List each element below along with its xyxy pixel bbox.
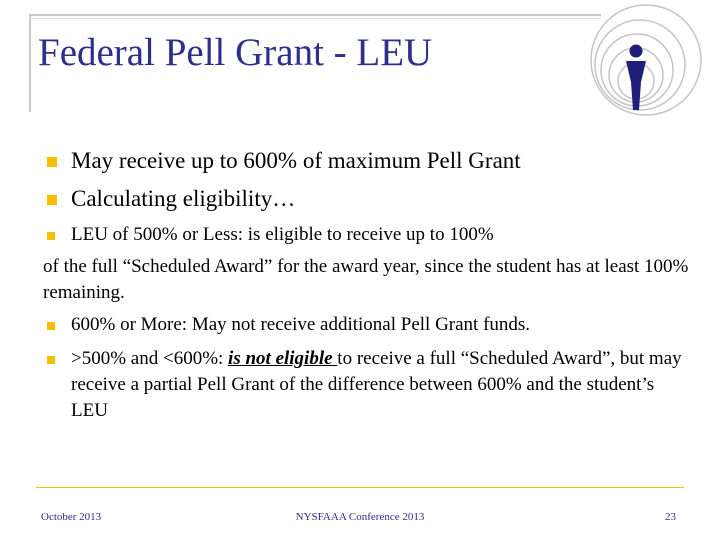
bullet-max-pell [45, 146, 695, 175]
bullet-marker [47, 356, 55, 364]
footer-date: October 2013 [41, 511, 102, 523]
bullet-600-more [45, 312, 695, 338]
footer-conference: NYSFAAA Conference 2013 [295, 511, 425, 523]
bullet-text-suffix: to receive a full “Scheduled Award”, but may receive a partial Pell Grant of the difference between 600% and the student’s LEU [71, 348, 682, 421]
frame-horizontal-line-inner [29, 18, 601, 19]
footer-rule [36, 487, 684, 488]
frame-vertical-line [29, 14, 31, 112]
bullet-calculating [45, 184, 695, 213]
bullet-text: Calculating eligibility… [71, 186, 296, 211]
bullet-text-prefix: >500% and <600%: [71, 348, 229, 369]
footer-page-number: 23 [665, 511, 676, 523]
bullet-text: LEU of 500% or Less: is eligible to receive up to 100% [71, 224, 494, 245]
concentric-circles-person-logo-icon [588, 2, 716, 120]
bullet-marker [47, 322, 55, 330]
slide-title: Federal Pell Grant - LEU [38, 31, 433, 74]
bullet-marker [47, 232, 55, 240]
not-eligible-emphasis: is not eligible [228, 348, 338, 369]
bullet-leu-500 [45, 222, 695, 248]
bullet-text: May receive up to 600% of maximum Pell Grant [71, 148, 521, 173]
frame-horizontal-line [29, 14, 601, 16]
slide-body [45, 146, 695, 432]
bullet-marker [47, 157, 57, 167]
bullet-marker [47, 195, 57, 205]
bullet-500-600 [45, 346, 695, 424]
bullet-text: 600% or More: May not receive additional Pell Grant funds. [71, 314, 531, 335]
continuation-paragraph: of the full “Scheduled Award” for the award year, since the student has at least 100% remaining. [43, 256, 689, 303]
